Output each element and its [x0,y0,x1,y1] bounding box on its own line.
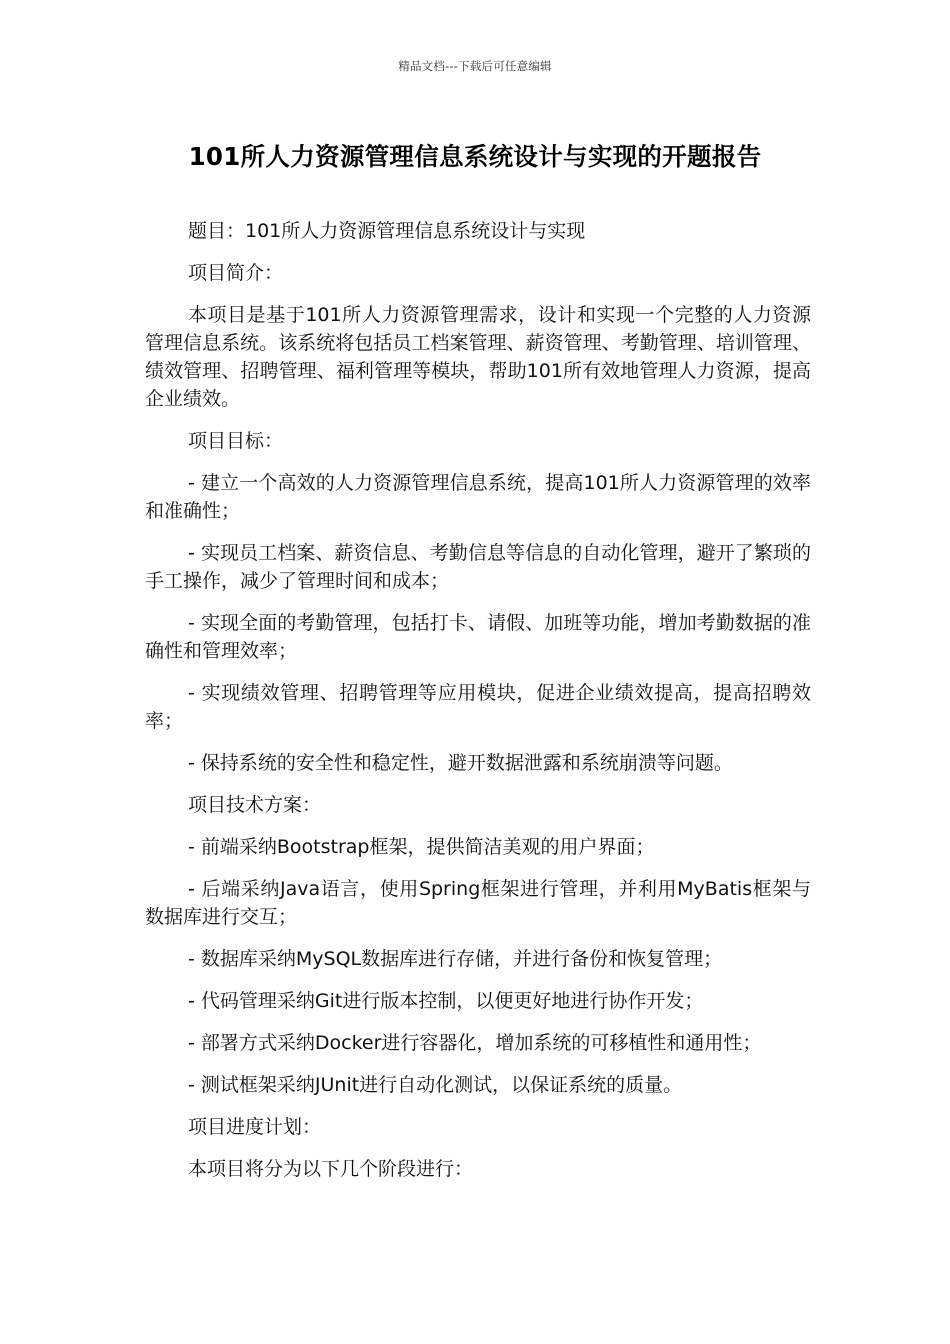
tech-item: - 测试框架采纳JUnit进行自动化测试，以保证系统的质量。 [188,1074,683,1096]
goal-item: - 实现绩效管理、招聘管理等应用模块，促进企业绩效提高，提高招聘效率； [145,682,811,732]
goal-item: - 实现全面的考勤管理，包括打卡、请假、加班等功能，增加考勤数据的准确性和管理效率； [145,612,811,662]
tech-item: - 前端采纳Bootstrap框架，提供简洁美观的用户界面； [188,836,655,858]
tech-item: - 代码管理采纳Git进行版本控制，以便更好地进行协作开发； [188,990,704,1012]
paragraph-project-intro: 本项目是基于101所人力资源管理需求，设计和实现一个完整的人力资源管理信息系统。该系统将包括员工档案管理、薪资管理、考勤管理、培训管理、绩效管理、招聘管理、福利管理等模块，帮助101所有效地管理人力资源，提高企业绩效。 [145,304,811,410]
heading-schedule: 项目进度计划： [188,1116,322,1138]
heading-project-intro: 项目简介： [188,262,284,284]
paragraph-schedule: 本项目将分为以下几个阶段进行： [188,1158,474,1180]
goal-item: - 建立一个高效的人力资源管理信息系统，提高101所人力资源管理的效率和准确性； [145,472,811,522]
heading-project-goals: 项目目标： [188,430,284,452]
heading-tech-plan: 项目技术方案： [188,794,322,816]
paragraph-topic: 题目：101所人力资源管理信息系统设计与实现 [188,220,586,242]
header-note: 精品文档---下载后可任意编辑 [398,59,552,73]
tech-item: - 后端采纳Java语言，使用Spring框架进行管理，并利用MyBatis框架与数据库进行交互； [145,878,811,928]
goal-item: - 保持系统的安全性和稳定性，避开数据泄露和系统崩溃等问题。 [188,752,733,774]
document-title: 101所人力资源管理信息系统设计与实现的开题报告 [188,142,762,171]
document-body [145,217,811,1197]
tech-item: - 部署方式采纳Docker进行容器化，增加系统的可移植性和通用性； [188,1032,762,1054]
tech-item: - 数据库采纳MySQL数据库进行存储，并进行备份和恢复管理； [188,948,723,970]
goal-item: - 实现员工档案、薪资信息、考勤信息等信息的自动化管理，避开了繁琐的手工操作，减少了管理时间和成本； [145,542,811,592]
